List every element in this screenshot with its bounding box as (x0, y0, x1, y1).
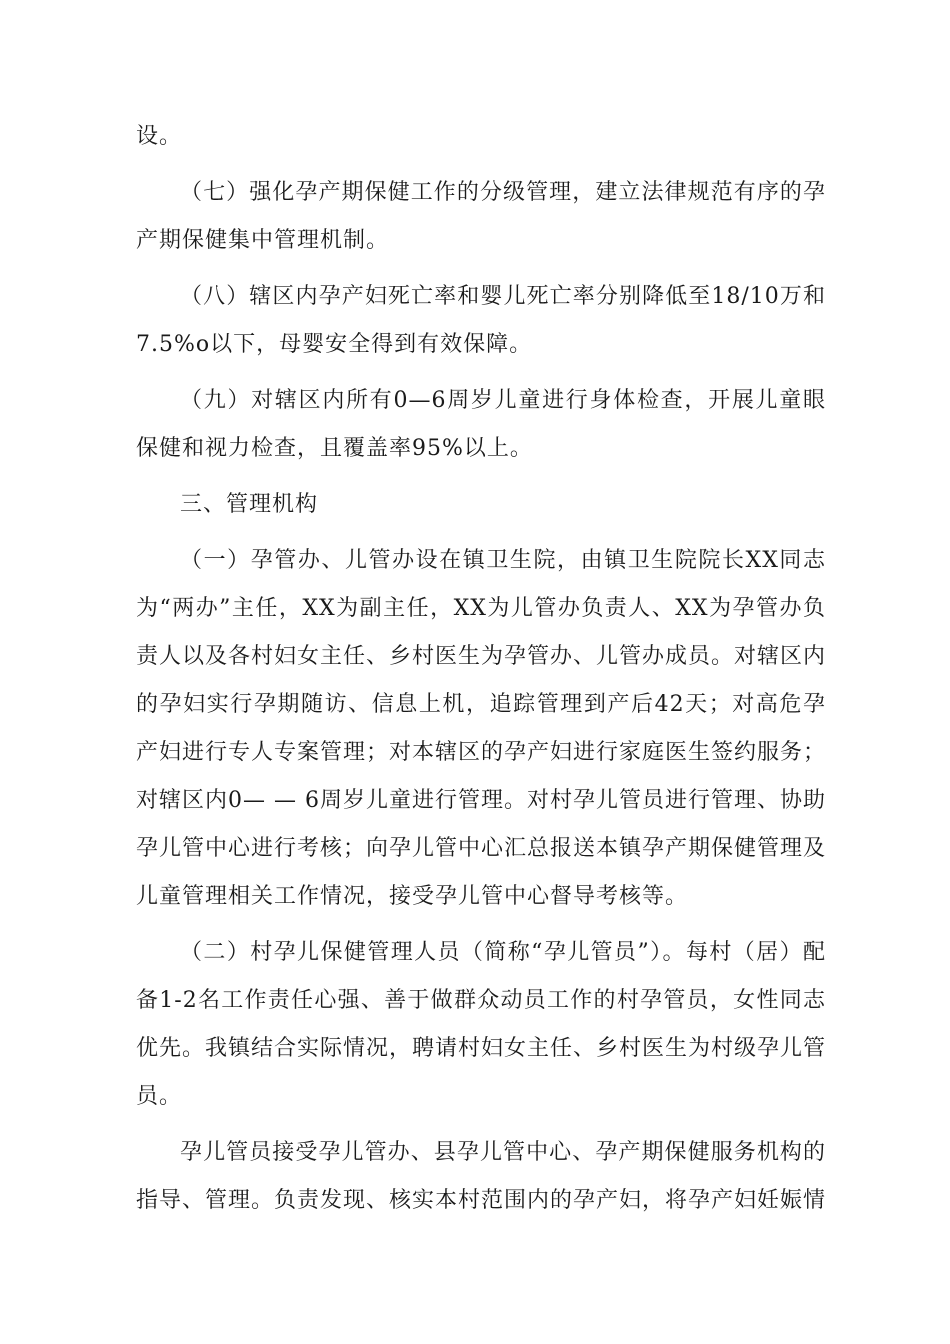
paragraph-org-2: （二）村孕儿保健管理人员（简称“孕儿管员”）。每村（居）配备1-2名工作责任心强、善于做群众动员工作的村孕管员，女性同志优先。我镇结合实际情况，聘请村妇女主任、乡村医生为村级孕儿管员。 (136, 940, 827, 1109)
paragraph-duties: 孕儿管员接受孕儿管办、县孕儿管中心、孕产期保健服务机构的指导、管理。负责发现、核实本村范围内的孕产妇，将孕产妇妊娠情 (136, 1140, 827, 1213)
paragraph-item-8: （八）辖区内孕产妇死亡率和婴儿死亡率分别降低至18/10万和7.5%o以下，母婴安全得到有效保障。 (136, 284, 826, 357)
document-body (136, 113, 826, 1225)
paragraph-item-9: （九）对辖区内所有0—6周岁儿童进行身体检查，开展儿童眼保健和视力检查，且覆盖率95%以上。 (136, 388, 826, 461)
section-heading: 三、管理机构 (180, 492, 319, 517)
paragraph-item-7: （七）强化孕产期保健工作的分级管理，建立法律规范有序的孕产期保健集中管理机制。 (136, 180, 826, 253)
paragraph-continuation: 设。 (136, 124, 183, 149)
paragraph-org-1: （一）孕管办、儿管办设在镇卫生院，由镇卫生院院长XX同志为“两办”主任，XX为副主任，XX为儿管办负责人、XX为孕管办负责人以及各村妇女主任、乡村医生为孕管办、儿管办成员。对辖区内的孕妇实行孕期随访、信息上机，追踪管理到产后42天；对高危孕产妇进行专人专案管理；对本辖区的孕产妇进行家庭医生签约服务；对辖区内0— — 6周岁儿童进行管理。对村孕儿管员进行管理、协助孕儿管中心进行考核；向孕儿管中心汇总报送本镇孕产期保健管理及儿童管理相关工作情况，接受孕儿管中心督导考核等。 (136, 548, 827, 909)
